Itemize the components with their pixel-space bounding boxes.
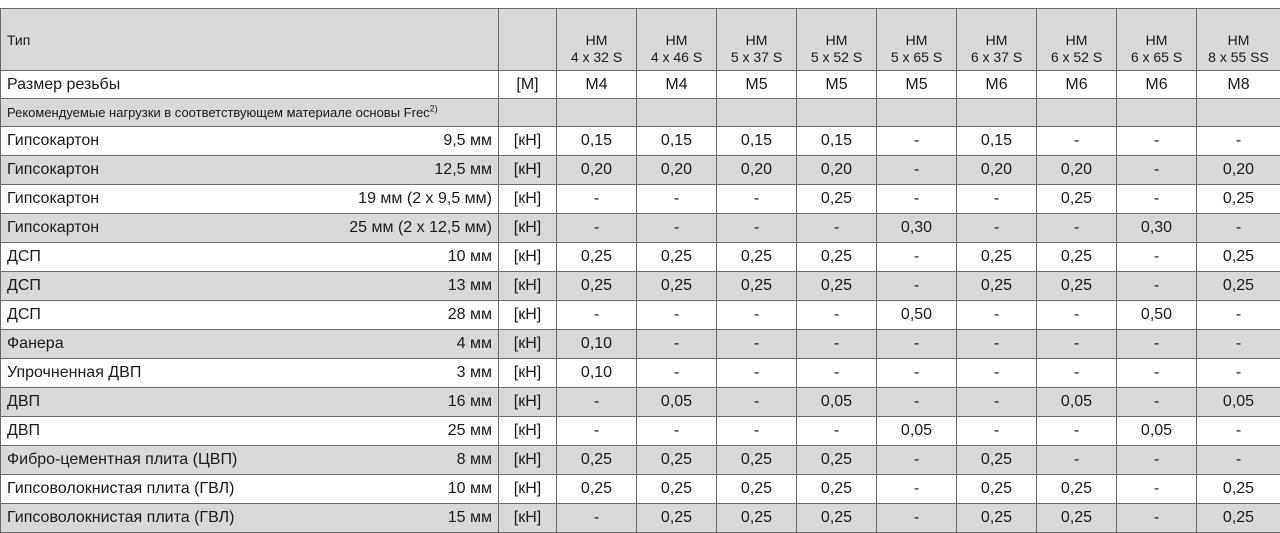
section-label bbox=[1, 99, 499, 127]
load-unit: [кН] bbox=[499, 359, 557, 388]
table-row bbox=[1, 330, 1280, 359]
load-unit: [кН] bbox=[499, 330, 557, 359]
material-name: ДСП bbox=[7, 249, 41, 265]
product-series: HM bbox=[639, 32, 714, 49]
load-value: - bbox=[1117, 504, 1197, 533]
load-value: - bbox=[1117, 330, 1197, 359]
header-row bbox=[1, 9, 1280, 71]
section-unit-empty bbox=[499, 99, 557, 127]
thread-size-value: M5 bbox=[797, 71, 877, 99]
material-thickness: 12,5 мм bbox=[434, 162, 494, 178]
load-value: 0,15 bbox=[797, 127, 877, 156]
load-value: - bbox=[637, 359, 717, 388]
load-value: - bbox=[877, 272, 957, 301]
load-value: - bbox=[717, 417, 797, 446]
material-name: Фанера bbox=[7, 336, 64, 352]
load-value: 0,25 bbox=[797, 504, 877, 533]
section-empty-cell bbox=[1117, 99, 1197, 127]
material-thickness: 8 мм bbox=[457, 452, 494, 468]
load-unit: [кН] bbox=[499, 127, 557, 156]
load-unit: [кН] bbox=[499, 214, 557, 243]
thread-size-row bbox=[1, 71, 1280, 99]
load-value: 0,05 bbox=[1037, 388, 1117, 417]
load-value: 0,25 bbox=[557, 475, 637, 504]
load-value: 0,25 bbox=[957, 446, 1037, 475]
load-value: 0,25 bbox=[557, 446, 637, 475]
product-size: 4 x 32 S bbox=[559, 49, 634, 66]
product-series: HM bbox=[959, 32, 1034, 49]
product-header-8 bbox=[1117, 9, 1197, 71]
thread-size-value: M4 bbox=[557, 71, 637, 99]
load-value: - bbox=[877, 127, 957, 156]
load-unit: [кН] bbox=[499, 243, 557, 272]
load-unit: [кН] bbox=[499, 388, 557, 417]
load-value: 0,20 bbox=[957, 156, 1037, 185]
load-value: 0,25 bbox=[1197, 504, 1280, 533]
thread-size-unit: [M] bbox=[499, 71, 557, 99]
material-name: Упрочненная ДВП bbox=[7, 365, 141, 381]
load-value: 0,15 bbox=[957, 127, 1037, 156]
load-value: 0,05 bbox=[1117, 417, 1197, 446]
material-name: Гипсокартон bbox=[7, 133, 99, 149]
load-value: 0,05 bbox=[1197, 388, 1280, 417]
section-empty-cell bbox=[1037, 99, 1117, 127]
material-thickness: 13 мм bbox=[448, 278, 494, 294]
load-value: 0,20 bbox=[1037, 156, 1117, 185]
load-value: 0,25 bbox=[637, 243, 717, 272]
load-value: 0,25 bbox=[797, 272, 877, 301]
material-thickness: 25 мм (2 x 12,5 мм) bbox=[349, 220, 494, 236]
load-value: - bbox=[1117, 388, 1197, 417]
load-value: 0,20 bbox=[797, 156, 877, 185]
load-value: 0,25 bbox=[957, 272, 1037, 301]
load-value: - bbox=[637, 417, 717, 446]
load-value: - bbox=[877, 330, 957, 359]
thread-size-value: M6 bbox=[957, 71, 1037, 99]
table-row bbox=[1, 388, 1280, 417]
load-value: - bbox=[1037, 417, 1117, 446]
product-series: HM bbox=[1039, 32, 1114, 49]
load-value: - bbox=[957, 417, 1037, 446]
load-value: - bbox=[557, 185, 637, 214]
load-value: - bbox=[957, 214, 1037, 243]
material-name: Гипсокартон bbox=[7, 191, 99, 207]
material-name: ДСП bbox=[7, 278, 41, 294]
table-row bbox=[1, 156, 1280, 185]
load-value: 0,25 bbox=[797, 446, 877, 475]
load-unit: [кН] bbox=[499, 185, 557, 214]
load-value: 0,20 bbox=[1197, 156, 1280, 185]
load-value: 0,25 bbox=[1197, 272, 1280, 301]
load-value: - bbox=[637, 301, 717, 330]
load-value: - bbox=[1117, 446, 1197, 475]
load-value: - bbox=[1197, 417, 1280, 446]
table-row bbox=[1, 301, 1280, 330]
load-value: - bbox=[877, 243, 957, 272]
load-table bbox=[0, 8, 1280, 533]
product-series: HM bbox=[719, 32, 794, 49]
load-value: - bbox=[877, 388, 957, 417]
load-value: 0,10 bbox=[557, 359, 637, 388]
load-value: 0,25 bbox=[637, 475, 717, 504]
material-name: Гипсоволокнистая плита (ГВЛ) bbox=[7, 510, 234, 526]
product-size: 6 x 52 S bbox=[1039, 49, 1114, 66]
load-value: - bbox=[1197, 359, 1280, 388]
table-row bbox=[1, 475, 1280, 504]
material-cell bbox=[1, 272, 499, 301]
product-size: 5 x 52 S bbox=[799, 49, 874, 66]
table-row bbox=[1, 272, 1280, 301]
product-header-9 bbox=[1197, 9, 1280, 71]
product-series: HM bbox=[799, 32, 874, 49]
material-thickness: 3 мм bbox=[457, 365, 494, 381]
material-thickness: 16 мм bbox=[448, 394, 494, 410]
load-unit: [кН] bbox=[499, 475, 557, 504]
material-thickness: 19 мм (2 x 9,5 мм) bbox=[358, 191, 494, 207]
product-size: 5 x 37 S bbox=[719, 49, 794, 66]
thread-size-value: M8 bbox=[1197, 71, 1280, 99]
section-empty-cell bbox=[877, 99, 957, 127]
load-unit: [кН] bbox=[499, 446, 557, 475]
load-value: 0,50 bbox=[877, 301, 957, 330]
load-value: - bbox=[1117, 185, 1197, 214]
load-value: - bbox=[557, 417, 637, 446]
material-cell bbox=[1, 446, 499, 475]
load-value: 0,25 bbox=[717, 504, 797, 533]
load-value: - bbox=[1117, 359, 1197, 388]
load-unit: [кН] bbox=[499, 301, 557, 330]
load-value: 0,50 bbox=[1117, 301, 1197, 330]
product-series: HM bbox=[879, 32, 954, 49]
section-empty-cell bbox=[957, 99, 1037, 127]
load-value: 0,25 bbox=[957, 243, 1037, 272]
load-value: 0,25 bbox=[557, 272, 637, 301]
material-name: Гипсокартон bbox=[7, 162, 99, 178]
material-cell bbox=[1, 359, 499, 388]
load-unit: [кН] bbox=[499, 156, 557, 185]
material-cell bbox=[1, 214, 499, 243]
section-empty-cell bbox=[797, 99, 877, 127]
material-name: Гипсоволокнистая плита (ГВЛ) bbox=[7, 481, 234, 497]
product-size: 8 x 55 SS bbox=[1199, 49, 1278, 66]
material-name: Фибро-цементная плита (ЦВП) bbox=[7, 452, 237, 468]
material-cell bbox=[1, 301, 499, 330]
load-value: - bbox=[557, 214, 637, 243]
thread-size-value: M6 bbox=[1037, 71, 1117, 99]
load-unit: [кН] bbox=[499, 272, 557, 301]
load-value: - bbox=[957, 330, 1037, 359]
load-value: - bbox=[1197, 127, 1280, 156]
product-header-5 bbox=[877, 9, 957, 71]
table-row bbox=[1, 127, 1280, 156]
load-value: 0,25 bbox=[957, 475, 1037, 504]
load-value: - bbox=[717, 388, 797, 417]
load-value: - bbox=[1117, 475, 1197, 504]
table-row bbox=[1, 446, 1280, 475]
load-value: - bbox=[957, 388, 1037, 417]
thread-size-label: Размер резьбы bbox=[1, 71, 499, 99]
load-value: - bbox=[1197, 330, 1280, 359]
load-value: 0,25 bbox=[957, 504, 1037, 533]
material-thickness: 9,5 мм bbox=[443, 133, 494, 149]
product-header-6 bbox=[957, 9, 1037, 71]
load-value: - bbox=[1117, 272, 1197, 301]
thread-size-value: M5 bbox=[877, 71, 957, 99]
table-row bbox=[1, 504, 1280, 533]
load-value: - bbox=[797, 417, 877, 446]
load-value: 0,25 bbox=[1037, 272, 1117, 301]
load-value: - bbox=[1197, 446, 1280, 475]
product-size: 4 x 46 S bbox=[639, 49, 714, 66]
load-value: 0,05 bbox=[877, 417, 957, 446]
material-cell bbox=[1, 475, 499, 504]
load-value: - bbox=[717, 359, 797, 388]
load-value: 0,05 bbox=[637, 388, 717, 417]
load-value: 0,25 bbox=[797, 243, 877, 272]
load-value: - bbox=[1117, 156, 1197, 185]
load-value: 0,10 bbox=[557, 330, 637, 359]
load-value: 0,25 bbox=[637, 272, 717, 301]
load-value: - bbox=[797, 330, 877, 359]
product-header-1 bbox=[557, 9, 637, 71]
material-name: ДВП bbox=[7, 394, 40, 410]
product-header-2 bbox=[637, 9, 717, 71]
load-value: - bbox=[557, 301, 637, 330]
load-value: - bbox=[957, 359, 1037, 388]
material-thickness: 28 мм bbox=[448, 307, 494, 323]
load-value: 0,20 bbox=[717, 156, 797, 185]
table-body bbox=[1, 9, 1280, 533]
load-value: - bbox=[1197, 214, 1280, 243]
material-thickness: 10 мм bbox=[448, 481, 494, 497]
load-value: - bbox=[1037, 330, 1117, 359]
load-value: - bbox=[877, 475, 957, 504]
material-name: ДВП bbox=[7, 423, 40, 439]
load-value: 0,25 bbox=[637, 446, 717, 475]
load-value: 0,25 bbox=[1037, 243, 1117, 272]
load-value: 0,25 bbox=[1197, 475, 1280, 504]
table-row bbox=[1, 417, 1280, 446]
product-size: 6 x 65 S bbox=[1119, 49, 1194, 66]
type-header: Тип bbox=[1, 9, 499, 71]
material-cell bbox=[1, 156, 499, 185]
thread-size-value: M4 bbox=[637, 71, 717, 99]
load-value: 0,25 bbox=[637, 504, 717, 533]
section-empty-cell bbox=[1197, 99, 1280, 127]
load-value: - bbox=[717, 330, 797, 359]
load-value: - bbox=[877, 359, 957, 388]
load-value: 0,25 bbox=[797, 185, 877, 214]
load-value: - bbox=[877, 446, 957, 475]
load-value: 0,25 bbox=[717, 475, 797, 504]
section-row bbox=[1, 99, 1280, 127]
load-value: 0,25 bbox=[1197, 185, 1280, 214]
load-value: - bbox=[637, 330, 717, 359]
load-unit: [кН] bbox=[499, 504, 557, 533]
load-value: 0,25 bbox=[717, 243, 797, 272]
material-name: ДСП bbox=[7, 307, 41, 323]
material-cell bbox=[1, 504, 499, 533]
load-value: - bbox=[877, 185, 957, 214]
section-label-text: Рекомендуемые нагрузки в соответствующем материале основы Frec bbox=[7, 105, 430, 120]
load-value: - bbox=[797, 301, 877, 330]
section-empty-cell bbox=[557, 99, 637, 127]
load-value: - bbox=[877, 504, 957, 533]
section-empty-cell bbox=[717, 99, 797, 127]
load-value: - bbox=[1197, 301, 1280, 330]
load-value: - bbox=[717, 214, 797, 243]
material-thickness: 15 мм bbox=[448, 510, 494, 526]
load-value: 0,30 bbox=[1117, 214, 1197, 243]
product-header-7 bbox=[1037, 9, 1117, 71]
load-value: - bbox=[1117, 127, 1197, 156]
load-value: - bbox=[1037, 301, 1117, 330]
material-cell bbox=[1, 388, 499, 417]
load-value: 0,05 bbox=[797, 388, 877, 417]
product-series: HM bbox=[559, 32, 634, 49]
load-value: - bbox=[1037, 127, 1117, 156]
unit-header-empty bbox=[499, 9, 557, 71]
load-value: 0,30 bbox=[877, 214, 957, 243]
material-name: Гипсокартон bbox=[7, 220, 99, 236]
load-value: 0,25 bbox=[1037, 185, 1117, 214]
section-empty-cell bbox=[637, 99, 717, 127]
load-value: - bbox=[1037, 359, 1117, 388]
product-series: HM bbox=[1199, 32, 1278, 49]
load-value: 0,25 bbox=[1037, 504, 1117, 533]
load-value: - bbox=[1037, 446, 1117, 475]
product-series: HM bbox=[1119, 32, 1194, 49]
load-value: - bbox=[1117, 243, 1197, 272]
section-footnote: 2) bbox=[430, 104, 438, 114]
product-size: 6 x 37 S bbox=[959, 49, 1034, 66]
load-value: 0,15 bbox=[717, 127, 797, 156]
material-thickness: 10 мм bbox=[448, 249, 494, 265]
load-value: 0,20 bbox=[557, 156, 637, 185]
thread-size-value: M6 bbox=[1117, 71, 1197, 99]
thread-size-value: M5 bbox=[717, 71, 797, 99]
material-thickness: 4 мм bbox=[457, 336, 494, 352]
load-value: 0,25 bbox=[1197, 243, 1280, 272]
material-cell bbox=[1, 127, 499, 156]
load-value: 0,25 bbox=[717, 272, 797, 301]
load-value: - bbox=[717, 301, 797, 330]
load-value: 0,25 bbox=[557, 243, 637, 272]
load-value: 0,25 bbox=[717, 446, 797, 475]
load-value: - bbox=[557, 504, 637, 533]
load-value: 0,20 bbox=[637, 156, 717, 185]
load-value: - bbox=[637, 214, 717, 243]
load-value: 0,15 bbox=[637, 127, 717, 156]
load-value: - bbox=[717, 185, 797, 214]
material-cell bbox=[1, 243, 499, 272]
load-value: - bbox=[957, 185, 1037, 214]
load-value: - bbox=[877, 156, 957, 185]
load-value: - bbox=[1037, 214, 1117, 243]
table-row bbox=[1, 185, 1280, 214]
load-value: - bbox=[797, 359, 877, 388]
load-value: - bbox=[637, 185, 717, 214]
material-cell bbox=[1, 185, 499, 214]
material-cell bbox=[1, 417, 499, 446]
load-value: - bbox=[797, 214, 877, 243]
table-row bbox=[1, 359, 1280, 388]
table-row bbox=[1, 214, 1280, 243]
material-thickness: 25 мм bbox=[448, 423, 494, 439]
product-header-3 bbox=[717, 9, 797, 71]
load-value: 0,15 bbox=[557, 127, 637, 156]
product-header-4 bbox=[797, 9, 877, 71]
product-size: 5 x 65 S bbox=[879, 49, 954, 66]
load-value: - bbox=[957, 301, 1037, 330]
load-value: 0,25 bbox=[1037, 475, 1117, 504]
load-value: 0,25 bbox=[797, 475, 877, 504]
load-unit: [кН] bbox=[499, 417, 557, 446]
material-cell bbox=[1, 330, 499, 359]
load-value: - bbox=[557, 388, 637, 417]
table-row bbox=[1, 243, 1280, 272]
